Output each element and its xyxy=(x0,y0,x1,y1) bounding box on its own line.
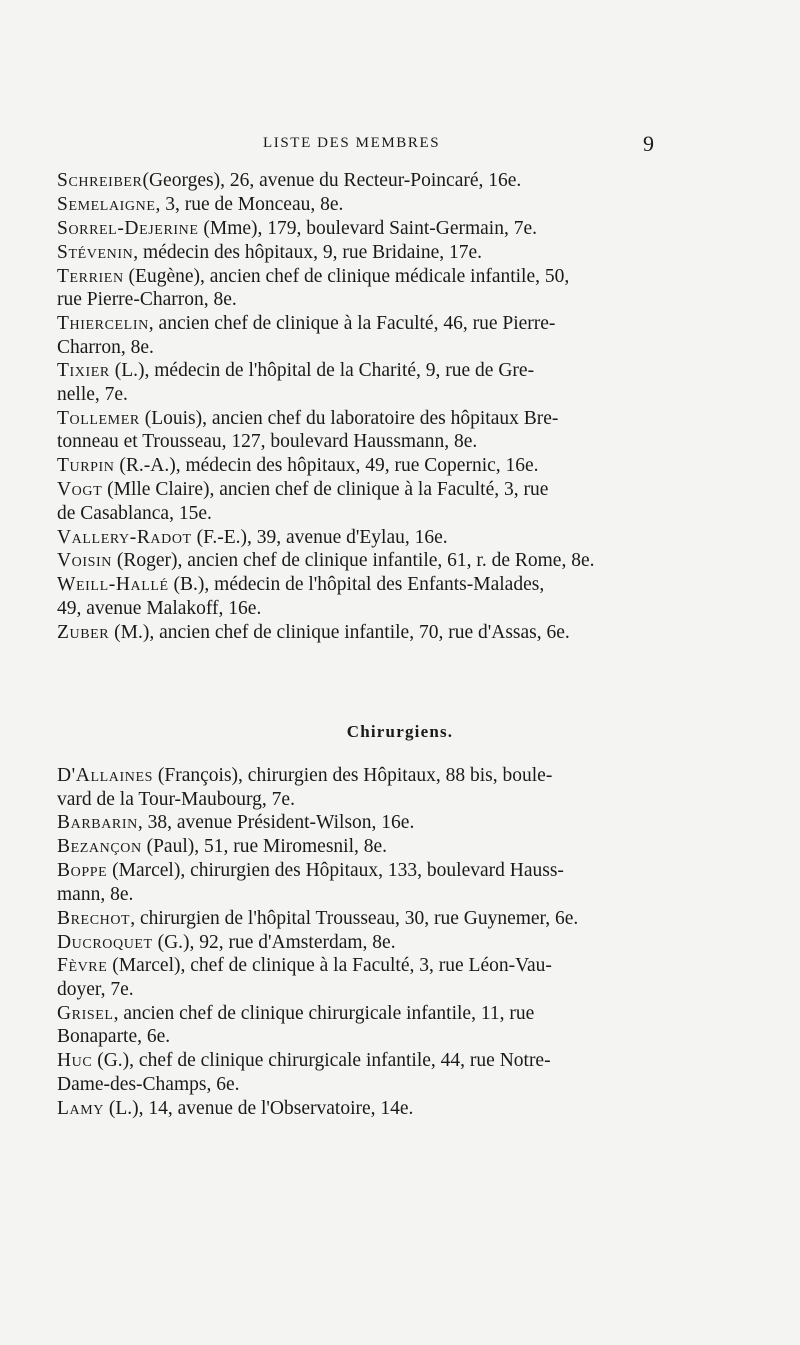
member-name: Grisel xyxy=(57,1002,114,1024)
entry-text: (L.), 14, avenue de l'Observatoire, 14e. xyxy=(103,1097,414,1119)
member-name: Tollemer xyxy=(57,407,140,429)
entry-continuation-line xyxy=(57,883,678,907)
entry-text: (M.), ancien chef de clinique infantile, 70, rue d'Assas, 6e. xyxy=(109,621,570,643)
member-entry xyxy=(57,573,678,620)
member-name: Schreiber xyxy=(57,170,143,191)
entry-text: vard de la Tour-Maubourg, 7e. xyxy=(57,788,295,810)
member-entry xyxy=(57,454,678,478)
entry-first-line xyxy=(57,241,678,265)
entry-first-line xyxy=(57,907,678,931)
member-name: Zuber xyxy=(57,621,110,643)
entry-first-line xyxy=(57,1097,678,1121)
entry-text: (Roger), ancien chef de clinique infantile, 61, r. de Rome, 8e. xyxy=(112,550,595,572)
member-name: Thiercelin xyxy=(57,313,149,334)
entry-text: , 3, rue de Monceau, 8e. xyxy=(155,193,344,215)
entry-first-line xyxy=(57,478,678,502)
member-entry xyxy=(57,907,678,931)
member-entry xyxy=(57,193,678,217)
entry-text: (Marcel), chef de clinique à la Faculté, 3, rue Léon-Vau- xyxy=(107,955,552,977)
member-entry xyxy=(57,241,678,265)
entry-text: , chirurgien de l'hôpital Trousseau, 30, rue Guynemer, 6e. xyxy=(130,907,579,929)
entry-first-line xyxy=(57,859,678,883)
entry-continuation-line xyxy=(57,288,678,312)
entry-first-line xyxy=(57,526,678,550)
member-name: Sorrel-Dejerine xyxy=(57,217,199,239)
entry-continuation-line xyxy=(57,336,678,360)
member-name: Lamy xyxy=(57,1097,104,1119)
member-entry xyxy=(57,811,678,835)
page-number: 9 xyxy=(643,131,654,156)
entry-first-line xyxy=(57,312,678,336)
member-name: Huc xyxy=(57,1050,93,1072)
entry-text: (Eugène), ancien chef de clinique médicale infantile, 50, xyxy=(123,265,570,287)
member-entry xyxy=(57,217,678,241)
member-name: Tixier xyxy=(57,360,110,382)
entry-continuation-line xyxy=(57,597,678,621)
member-entry xyxy=(57,478,678,525)
member-name: Semelaigne xyxy=(57,193,156,215)
entry-first-line xyxy=(57,359,678,383)
running-title: LISTE DES MEMBRES xyxy=(263,135,441,151)
member-name: Vallery-Radot xyxy=(57,526,192,548)
entry-text: , 38, avenue Président-Wilson, 16e. xyxy=(137,812,415,834)
entry-text: (R.-A.), médecin des hôpitaux, 49, rue Copernic, 16e. xyxy=(114,455,539,477)
member-name: Weill-Hallé xyxy=(57,574,169,596)
member-entry xyxy=(57,265,678,312)
member-entry xyxy=(57,1097,678,1121)
member-name: Bezançon xyxy=(57,836,142,858)
member-entry xyxy=(57,621,678,645)
member-entry xyxy=(57,407,678,454)
entry-first-line xyxy=(57,217,678,241)
member-name: Turpin xyxy=(57,455,115,477)
entry-text: (G.), 92, rue d'Amsterdam, 8e. xyxy=(152,931,396,953)
member-entry xyxy=(57,931,678,955)
entry-text: (Louis), ancien chef du laboratoire des hôpitaux Bre- xyxy=(139,407,559,429)
member-entry xyxy=(57,1049,678,1096)
entry-first-line xyxy=(57,621,678,645)
entry-first-line xyxy=(57,811,678,835)
entry-text: Charron, 8e. xyxy=(57,336,154,358)
member-name: Ducroquet xyxy=(57,931,153,953)
entry-text: (Mlle Claire), ancien chef de clinique à la Faculté, 3, rue xyxy=(102,479,549,501)
entry-text: mann, 8e. xyxy=(57,883,134,905)
entry-text: (B.), médecin de l'hôpital des Enfants-Malades, xyxy=(168,574,545,596)
entry-continuation-line xyxy=(57,430,678,454)
entry-text: (F.-E.), 39, avenue d'Eylau, 16e. xyxy=(191,526,448,548)
entry-text: Bonaparte, 6e. xyxy=(57,1026,171,1048)
entry-first-line xyxy=(57,835,678,859)
entry-text: (Paul), 51, rue Miromesnil, 8e. xyxy=(141,836,388,858)
entry-text: de Casablanca, 15e. xyxy=(57,502,212,524)
member-entry xyxy=(57,359,678,406)
member-name: Barbarin xyxy=(57,812,138,834)
member-name: Boppe xyxy=(57,860,108,882)
entry-text: nelle, 7e. xyxy=(57,383,128,405)
entry-text: (Georges), 26, avenue du Recteur-Poincaré, 16e. xyxy=(142,170,522,191)
member-entry xyxy=(57,835,678,859)
member-entry xyxy=(57,954,678,1001)
entry-continuation-line xyxy=(57,502,678,526)
entry-first-line xyxy=(57,454,678,478)
entry-first-line xyxy=(57,764,678,788)
entry-first-line xyxy=(57,407,678,431)
member-entry xyxy=(57,312,678,359)
member-name: Brechot xyxy=(57,907,131,929)
member-name: Stévenin xyxy=(57,241,134,263)
entry-continuation-line xyxy=(57,788,678,812)
entry-first-line xyxy=(57,549,678,573)
entry-continuation-line xyxy=(57,1025,678,1049)
entry-text: 49, avenue Malakoff, 16e. xyxy=(57,597,262,619)
member-name: Voisin xyxy=(57,550,113,572)
entry-continuation-line xyxy=(57,978,678,1002)
entry-text: , ancien chef de clinique chirurgicale infantile, 11, rue xyxy=(113,1002,535,1024)
entry-first-line xyxy=(57,193,678,217)
member-name: Fèvre xyxy=(57,955,108,977)
entry-continuation-line xyxy=(57,1073,678,1097)
entry-first-line xyxy=(57,573,678,597)
member-name: Vogt xyxy=(57,479,103,501)
entry-text: (G.), chef de clinique chirurgicale infantile, 44, rue Notre- xyxy=(92,1050,551,1072)
entry-text: (L.), médecin de l'hôpital de la Charité, 9, rue de Gre- xyxy=(109,360,535,382)
entry-text: tonneau et Trousseau, 127, boulevard Haussmann, 8e. xyxy=(57,431,478,453)
entry-first-line xyxy=(57,931,678,955)
running-header xyxy=(0,133,800,157)
entry-first-line xyxy=(57,1002,678,1026)
entry-text: , médecin des hôpitaux, 9, rue Bridaine, 17e. xyxy=(133,241,483,263)
member-entry xyxy=(57,859,678,906)
section-heading-chirurgiens: Chirurgiens. xyxy=(346,722,454,741)
entry-text: (Mme), 179, boulevard Saint-Germain, 7e. xyxy=(198,217,537,239)
member-entry xyxy=(57,1002,678,1049)
entry-first-line xyxy=(57,1049,678,1073)
entry-first-line xyxy=(57,954,678,978)
entry-text: (François), chirurgien des Hôpitaux, 88 bis, boule- xyxy=(153,765,553,786)
entry-text: (Marcel), chirurgien des Hôpitaux, 133, boulevard Hauss- xyxy=(107,860,564,882)
entry-text: Dame-des-Champs, 6e. xyxy=(57,1073,240,1095)
entry-continuation-line xyxy=(57,383,678,407)
member-entry xyxy=(57,169,678,193)
entry-text: rue Pierre-Charron, 8e. xyxy=(57,289,237,311)
member-entry xyxy=(57,764,678,811)
entry-first-line xyxy=(57,265,678,289)
entry-text: doyer, 7e. xyxy=(57,978,134,1000)
entry-first-line xyxy=(57,169,678,193)
member-entry xyxy=(57,526,678,550)
member-entry xyxy=(57,549,678,573)
member-name: Terrien xyxy=(57,265,124,287)
entry-text: , ancien chef de clinique à la Faculté, 46, rue Pierre- xyxy=(148,313,556,334)
member-name: D'Allaines xyxy=(57,765,154,786)
